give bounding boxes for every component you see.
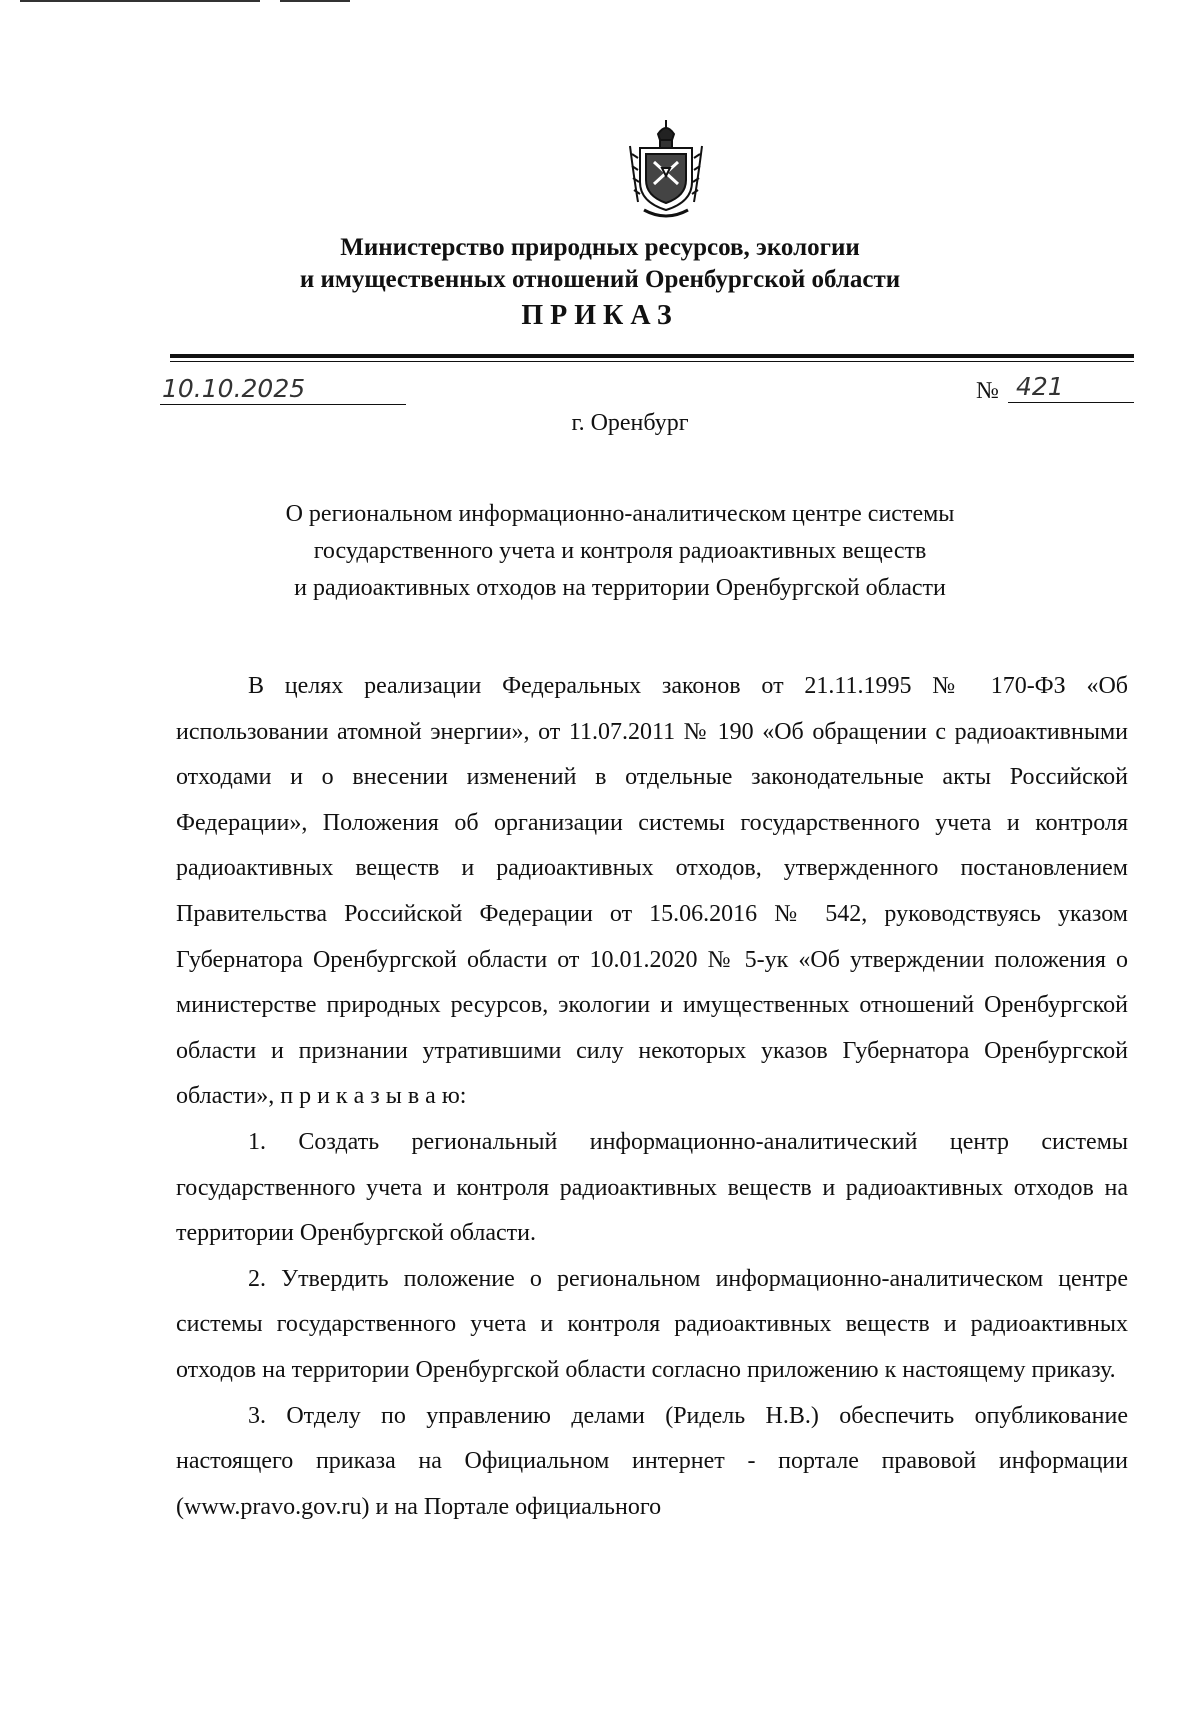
scan-edge-mark	[20, 0, 260, 2]
document-body	[176, 664, 1128, 1530]
document-number-handwritten: 421	[1008, 372, 1134, 403]
number-label: №	[976, 378, 999, 404]
issuing-authority	[0, 232, 1200, 296]
org-line-2: и имущественных отношений Оренбургской области	[299, 266, 901, 293]
order-item-3: 3. Отделу по управлению делами (Ридель Н.В.) обеспечить опубликование настоящего приказа на Официальном интернет - портале правовой информации (www.pravo.gov.ru) и на Портале официального	[176, 1402, 1128, 1520]
org-line-1: Министерство природных ресурсов, экологии	[340, 234, 860, 261]
city-of-issue: г. Оренбург	[571, 410, 689, 436]
header-rule-thin	[170, 361, 1134, 362]
order-item-1: 1. Создать региональный информационно-аналитический центр системы государственного учета и контроля радиоактивных веществ и радиоактивных отходов на территории Оренбургской области.	[176, 1128, 1128, 1247]
preamble-paragraph: В целях реализации Федеральных законов от 21.11.1995 № 170-ФЗ «Об использовании атомной энергии», от 11.07.2011 № 190 «Об обращении с радиоактивными отходами и о внесении изменений в отдельные законодательные акты Российской Федерации», Положения об организации системы государственного учета и контроля радиоактивных веществ и радиоактивных отходов, утвержденного постановлением Правительства Российской Федерации от 15.06.2016 № 542, руководствуясь указом Губернатора Оренбургской области от 10.01.2020 № 5-ук «Об утверждении положения о министерстве природных ресурсов, экологии и имущественных отношений Оренбургской области и признании утратившими силу некоторых указов Губернатора Оренбургской области», п р и к а з ы в а ю:	[176, 673, 1128, 1110]
document-subject	[0, 496, 1200, 607]
scan-edge-mark	[280, 0, 350, 2]
subject-line-3: и радиоактивных отходов на территории Оренбургской области	[294, 575, 946, 601]
coat-of-arms-emblem	[626, 118, 706, 222]
document-type-heading: ПРИКАЗ	[521, 300, 679, 331]
header-rule-thick	[170, 354, 1134, 358]
subject-line-1: О региональном информационно-аналитическом центре системы	[285, 501, 955, 527]
subject-line-2: государственного учета и контроля радиоактивных веществ	[313, 538, 927, 564]
document-date-handwritten: 10.10.2025	[160, 374, 406, 405]
order-item-2: 2. Утвердить положение о региональном информационно-аналитическом центре системы государственного учета и контроля радиоактивных веществ и радиоактивных отходов на территории Оренбургской области согласно приложению к настоящему приказу.	[176, 1265, 1128, 1383]
